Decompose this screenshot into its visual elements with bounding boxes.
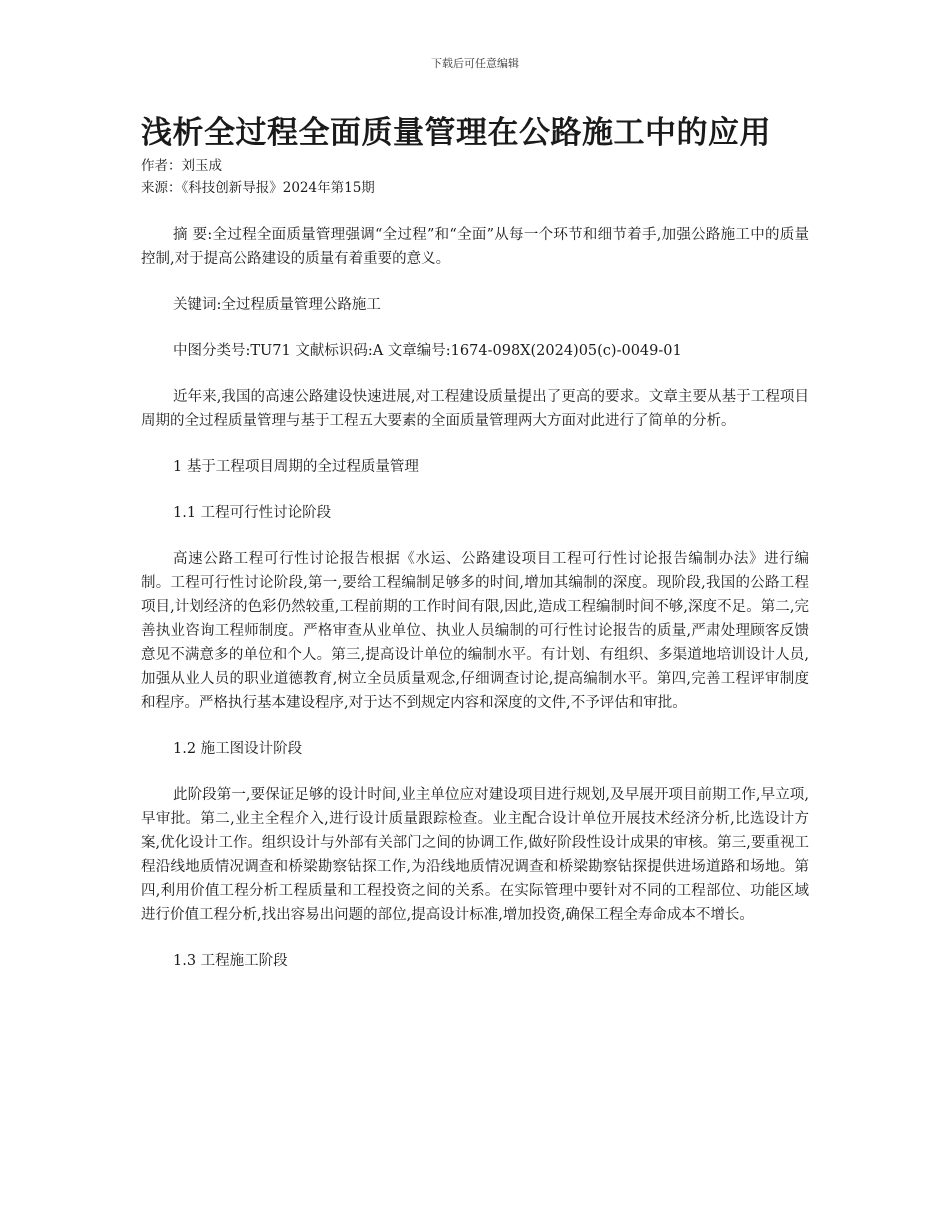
header-note: 下载后可任意编辑 [431, 57, 519, 70]
subsection-heading-1-3: 1.3 工程施工阶段 [173, 953, 288, 969]
article-body [141, 112, 809, 973]
section-heading-1: 1 基于工程项目周期的全过程质量管理 [173, 459, 419, 475]
classification-paragraph: 中图分类号:TU71 文献标识码:A 文章编号:1674-098X(2024)05(c)-0049-01 [173, 343, 682, 359]
abstract-paragraph: 摘 要:全过程全面质量管理强调“全过程”和“全面”从每一个环节和细节着手,加强公路施工中的质量控制,对于提高公路建设的质量有着重要的意义。 [141, 227, 809, 267]
source-line: 来源：《科技创新导报》2024年第15期 [141, 180, 375, 196]
intro-paragraph: 近年来,我国的高速公路建设快速进展,对工程建设质量提出了更高的要求。文章主要从基于工程项目周期的全过程质量管理与基于工程五大要素的全面质量管理两大方面对此进行了简单的分析。 [141, 389, 809, 429]
body-paragraph: 此阶段第一,要保证足够的设计时间,业主单位应对建设项目进行规划,及早展开项目前期工作,早立项,早审批。第二,业主全程介入,进行设计质量跟踪检查。业主配合设计单位开展技术经济分析,比选设计方案,优化设计工作。组织设计与外部有关部门之间的协调工作,做好阶段性设计成果的审核。第三,要重视工程沿线地质情况调查和桥梁勘察钻探工作,为沿线地质情况调查和桥梁勘察钻探提供进场道路和场地。第四,利用价值工程分析工程质量和工程投资之间的关系。在实际管理中要针对不同的工程部位、功能区域进行价值工程分析,找出容易出问题的部位,提高设计标准,增加投资,确保工程全寿命成本不增长。 [141, 787, 809, 923]
author-line: 作者：刘玉成 [141, 158, 222, 174]
subsection-heading-1-1: 1.1 工程可行性讨论阶段 [173, 505, 332, 521]
body-paragraph: 高速公路工程可行性讨论报告根据《水运、公路建设项目工程可行性讨论报告编制办法》进行编制。工程可行性讨论阶段,第一,要给工程编制足够多的时间,增加其编制的深度。现阶段,我国的公路工程项目,计划经济的色彩仍然较重,工程前期的工作时间有限,因此,造成工程编制时间不够,深度不足。第二,完善执业咨询工程师制度。严格审查从业单位、执业人员编制的可行性讨论报告的质量,严肃处理顾客反馈意见不满意多的单位和个人。第三,提高设计单位的编制水平。有计划、有组织、多渠道地培训设计人员,加强从业人员的职业道德教育,树立全员质量观念,仔细调查讨论,提高编制水平。第四,完善工程评审制度和程序。严格执行基本建设程序,对于达不到规定内容和深度的文件,不予评估和审批。 [141, 551, 809, 711]
subsection-heading-1-2: 1.2 施工图设计阶段 [173, 741, 303, 757]
keywords-paragraph: 关键词:全过程质量管理公路施工 [173, 297, 381, 313]
article-title: 浅析全过程全面质量管理在公路施工中的应用 [141, 115, 771, 151]
